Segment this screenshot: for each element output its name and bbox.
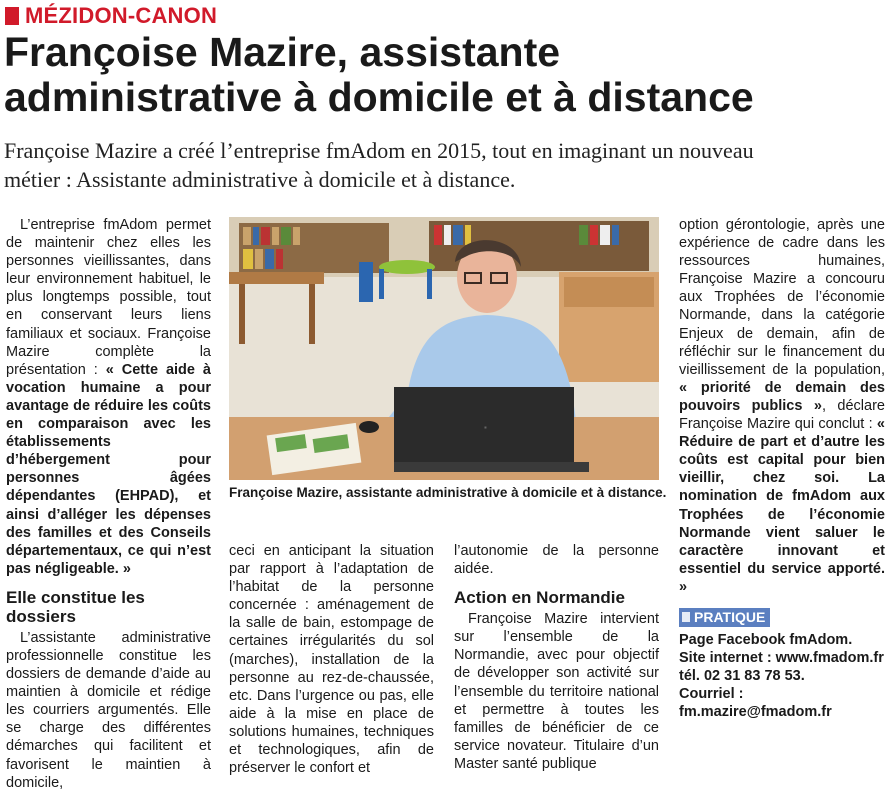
article-photo (229, 217, 659, 480)
pratique-info-site: Site internet : www.fmadom.fr tél. 02 31 83 78 53. (679, 649, 884, 684)
lead-line-1: Françoise Mazire a créé l’entreprise fmAdom en 2015, tout en imaginant un nouveau (4, 138, 754, 163)
column-3 (454, 542, 659, 773)
col1-subheading: Elle constitue les dossiers (6, 587, 145, 626)
col1-p1-quote: « Cette aide à vocation humaine a pour avantage de réduire les coûts en comparaison avec les établissements d’hébergement pour personnes âgées dépendantes (EHPAD), et ainsi d’alléger les dépenses des familles et des Conseils départementaux, ce qui n’est pas négligeable. » (6, 361, 211, 577)
col4-p1-quote-1: « priorité de demain des pouvoirs publics » (679, 379, 885, 414)
kicker-square-icon (5, 7, 19, 25)
col1-paragraph-2: L’assistante administrative professionnelle constitue les dossiers de demande d’aide au maintien à domicile et rédige les courriers argumentés. Elle se charge des différentes démarches qui facilitent et favorisent le maintien à domicile, (6, 629, 211, 791)
col3-subheading: Action en Normandie (454, 588, 625, 608)
column-2 (229, 542, 434, 777)
pratique-label (679, 608, 770, 627)
col3-paragraph-1: l’autonomie de la personne aidée. (454, 543, 659, 578)
section-kicker (5, 3, 217, 29)
photo-caption: Françoise Mazire, assistante administrative à domicile et à distance. (229, 485, 667, 500)
pratique-info-facebook: Page Facebook fmAdom. (679, 631, 853, 648)
pratique-info-email: Courriel : fm.mazire@fmadom.fr (679, 685, 832, 720)
col4-p1-text: option gérontologie, après une expérience de cadre dans les ressources humaines, Françoise Mazire a concouru aux Trophées de l’économie Normande, dans la catégorie Enjeux de demain, afin de réfléchir sur le financement du vieillissement de la population, (679, 217, 885, 378)
title-line-1: Françoise Mazire, assistante (4, 29, 561, 75)
kicker-text: MÉZIDON-CANON (25, 3, 218, 28)
article-title (4, 30, 888, 120)
column-4 (679, 216, 885, 721)
photo-illustration (229, 217, 659, 480)
col3-paragraph-2: Françoise Mazire intervient sur l’ensemble de la Normandie, avec pour objectif de développer son activité sur l’ensemble du territoire national et permettre à toutes les familles de bénéficier de ce service novateur. Titulaire d’un Master santé publique (454, 611, 659, 772)
col1-p1-text: L’entreprise fmAdom permet de maintenir chez elles les personnes vieillissantes, dans leur environnement habituel, le plus longtemps possible, tout en conservant leurs liens familiaux et sociaux. Françoise Mazire complète la présentation : (6, 217, 211, 378)
lead-line-2: métier : Assistante administrative à domicile et à distance. (4, 167, 516, 192)
col4-p1-quote-2: « Réduire de part et d’autre les coûts est capital pour bien vieillir, chez soi. La nomination de fmAdom aux Trophées de l’économie Normande vient saluer le caractère innovant et essentiel du service apporté. » (679, 416, 885, 595)
col4-paragraph-1 (679, 216, 885, 596)
title-line-2: administrative à domicile et à distance (4, 74, 754, 120)
col1-paragraph-1 (6, 216, 211, 578)
pratique-label-text: PRATIQUE (694, 608, 766, 625)
svg-text:▪: ▪ (484, 423, 487, 432)
col4-p1-text-2: , déclare Françoise Mazire qui conclut : (679, 397, 885, 433)
column-1 (6, 216, 211, 792)
article-lead (4, 136, 888, 194)
col2-paragraph-1: ceci en anticipant la situation par rapport à l’adaptation de l’habitat de la personne concernée : aménagement de la salle de bain, estompage de certaines irrégularités du sol (marches), installation de la personne au rez-de-chaussée, etc. Dans l’urgence ou pas, elle aide à la mise en place de solutions humaines, techniques et technologiques, afin de préserver le confort et (229, 543, 434, 777)
pratique-square-icon (682, 612, 690, 622)
